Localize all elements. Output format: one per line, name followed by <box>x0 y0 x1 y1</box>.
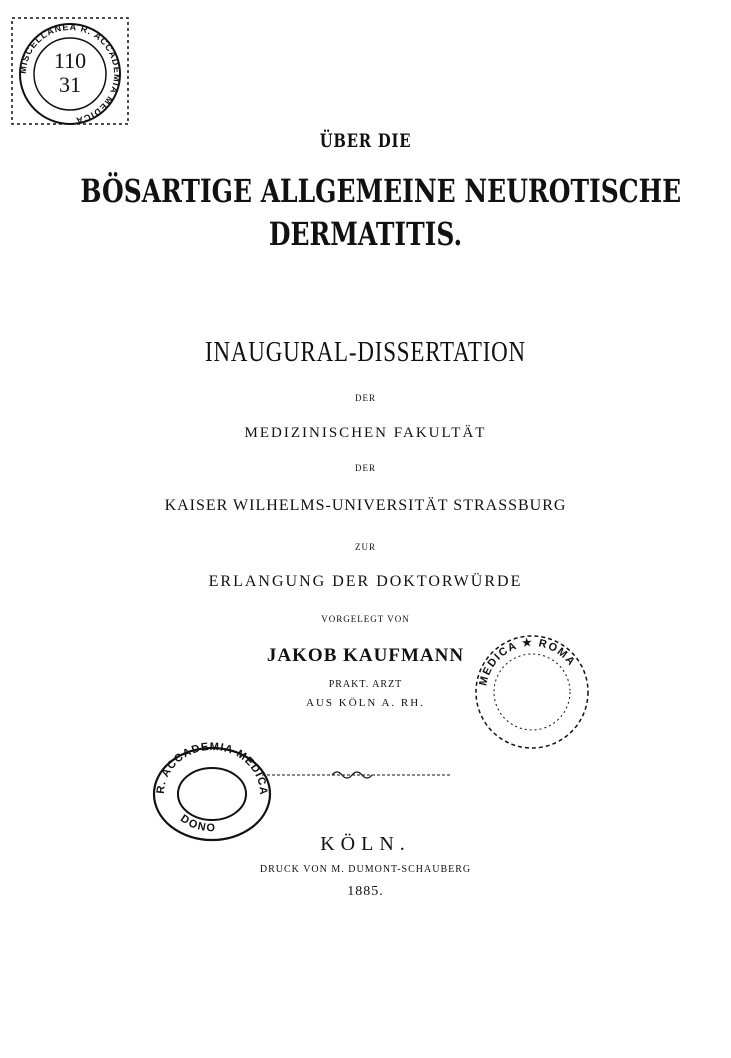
stamp-ring-text: MISCELLANEA R. ACCADEMIA MEDICA <box>17 21 123 126</box>
dissertation-heading: INAUGURAL-DISSERTATION <box>205 337 526 368</box>
author-title: PRAKT. ARZT <box>328 679 403 690</box>
der-connector-2: DER <box>355 463 376 473</box>
library-stamp-top-left <box>10 16 130 126</box>
imprint-year: 1885. <box>347 884 384 899</box>
donation-stamp <box>150 742 274 842</box>
svg-text:DONO <box>178 813 216 835</box>
author-origin: AUS KÖLN A. RH. <box>306 697 425 709</box>
faculty-name: MEDIZINISCHEN FAKULTÄT <box>244 425 487 441</box>
stamp-ring-text: R. ACCADEMIA MEDICA <box>154 742 270 796</box>
degree-purpose: ERLANGUNG DER DOKTORWÜRDE <box>208 573 523 590</box>
title-line-2: DERMATITIS. <box>268 215 463 253</box>
stamp-bottom-text: DONO <box>178 812 217 835</box>
decorative-rule <box>262 768 452 782</box>
pre-title: ÜBER DIE <box>319 130 412 152</box>
der-connector-1: DER <box>355 393 376 403</box>
stamp-number-line1: 110 <box>53 48 87 73</box>
stamp-ring-text: MEDICA ★ ROMA <box>477 636 578 687</box>
imprint-printer: DRUCK VON M. DUMONT-SCHAUBERG <box>259 864 472 875</box>
university-name: KAISER WILHELMS-UNIVERSITÄT STRASSBURG <box>164 497 567 514</box>
title-line-1: BÖSARTIGE ALLGEMEINE NEUROTISCHE <box>80 172 682 210</box>
accademia-stamp-right <box>472 632 592 752</box>
zur-connector: ZUR <box>355 542 376 552</box>
author-name: JAKOB KAUFMANN <box>266 645 465 666</box>
stamp-number-line2: 31 <box>59 72 81 97</box>
svg-text:MEDICA ★ ROMA <box>477 637 578 687</box>
imprint-city: KÖLN. <box>320 833 411 855</box>
presented-by: VORGELEGT VON <box>321 614 410 624</box>
